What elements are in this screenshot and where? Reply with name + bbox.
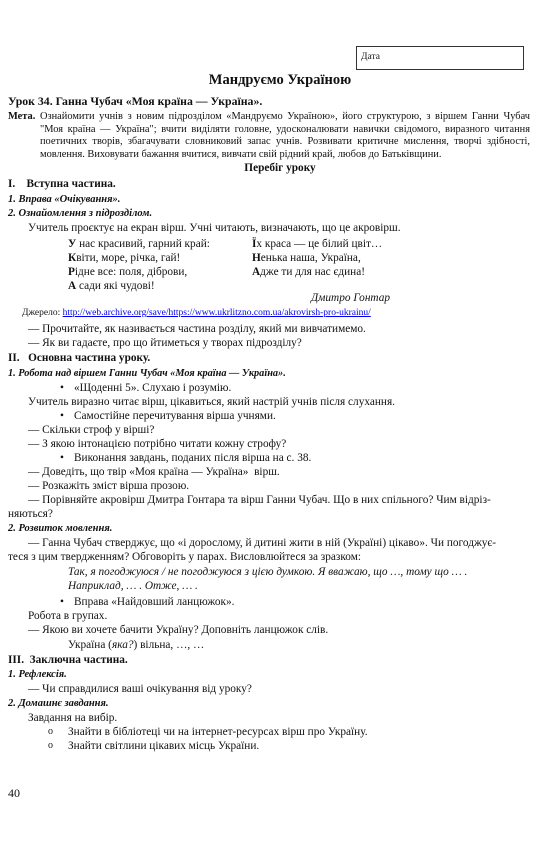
text-line: Учитель виразно читає вірш, цікавиться, який настрій учнів після слухання. [28,396,395,408]
source-link[interactable]: http://web.archive.org/save/https://www.ukrlitzno.com.ua/akrovirsh-pro-ukrainu/ [62,308,371,318]
section-3-heading: ІІІ. Заключна частина. [8,654,128,666]
question: теся з цим твердженням? Обговоріть у парах. Висловлюйтеся за зразком: [8,551,362,563]
sample-sentence: Так, я погоджуюся / не погоджуюся з цією думкою. Я вважаю, що …, тому що … . [68,566,468,578]
homework-option: o Знайти в бібліотеці чи на інтернет-ресурсах вірш про Україну. [68,726,368,740]
text-line: Робота в групах. [28,610,108,622]
date-box [356,46,524,70]
question: — З якою інтонацією потрібно читати кожну строфу? [28,438,287,450]
source-line [22,308,371,320]
question: — Як ви гадаєте, про що йтиметься у творах підрозділу? [28,337,302,349]
poem-line: Адже ти для нас єдина! [252,266,365,278]
date-label: Дата [361,52,380,62]
question: — Чи справдилися ваші очікування від уроку? [28,683,252,695]
lesson-title: Урок 34. Ганна Чубач «Моя країна — Україна». [8,94,263,108]
goal-label: Мета. [8,111,36,122]
poem-line: Рідне все: поля, діброви, [68,266,188,278]
question: — Прочитайте, як називається частина розділу, який ми вивчатимемо. [28,323,366,335]
bullet-item: • «Щоденні 5». Слухаю і розумію. [74,382,231,396]
section-3-sub-2: 2. Домашнє завдання. [8,698,109,709]
poem-author: Дмитро Гонтар [311,292,391,304]
question: — Доведіть, що твір «Моя країна — Україна» вірш. [28,466,280,478]
source-label: Джерело: [22,308,61,318]
sample-sentence: Наприклад, … . Отже, … . [68,580,198,592]
goal-text: Ознайомити учнів з новим підрозділом «Мандруємо Україною», його структурою, з віршем Ганни Чубач "Моя країна — Україна"; вчити виділяти головне, удосконалювати навички свідомого, виразного читання поетичних творів, збагачувати словниковий запас учнів. Розвивати критичне мислення, творчі здібності, мовлення. Виховувати бажання вчитися, вивчати свій рідний край, любов до Батьківщини. [40,111,530,161]
poem-line: У нас красивий, гарний край: [68,238,210,250]
question: — Порівняйте акровірш Дмитра Гонтара та вірш Ганни Чубач. Що в них спільного? Чим відріз- [28,494,491,506]
word-chain: Україна (яка?) вільна, …, … [68,639,205,651]
section-1-intro: Учитель проєктує на екран вірш. Учні читають, визначають, що це акровірш. [28,222,401,234]
question: — Якою ви хочете бачити Україну? Доповніть ланцюжок слів. [28,624,329,636]
page-title: Мандруємо Україною [208,72,352,88]
poem-line: Їх краса — це білий цвіт… [252,238,383,250]
section-2-sub-1: 1. Робота над віршем Ганни Чубач «Моя країна — Україна». [8,368,286,379]
question: няються? [8,508,53,520]
poem-line: Ненька наша, Україна, [252,252,361,264]
acrostic-poem [68,238,388,294]
bullet-item: • Самостійне перечитування вірша учнями. [74,410,276,424]
bullet-item: • Вправа «Найдовший ланцюжок». [74,596,235,610]
section-1-sub-1: 1. Вправа «Очікування». [8,194,121,205]
poem-line: Квіти, море, річка, гай! [68,252,181,264]
section-1-sub-2: 2. Ознайомлення з підрозділом. [8,208,153,219]
section-3-sub-1: 1. Рефлексія. [8,669,67,680]
poem-line: А сади які чудові! [68,280,155,292]
question: — Розкажіть зміст вірша прозою. [28,480,190,492]
section-1-heading: І. Вступна частина. [8,178,116,190]
text-line: Завдання на вибір. [28,712,118,724]
page-number: 40 [8,786,20,800]
section-2-heading: ІІ. Основна частина уроку. [8,352,151,364]
section-2-sub-2: 2. Розвиток мовлення. [8,523,113,534]
lesson-goal [8,111,530,162]
homework-option: o Знайти світлини цікавих місць України. [68,740,259,754]
question: — Скільки строф у вірші? [28,424,155,436]
bullet-item: • Виконання завдань, поданих після вірша на с. 38. [74,452,311,466]
course-title: Перебіг уроку [244,162,316,174]
question: — Ганна Чубач стверджує, що «і дорослому, й дитині жити в ній (Україні) цікаво». Чи погоджує- [28,537,497,549]
